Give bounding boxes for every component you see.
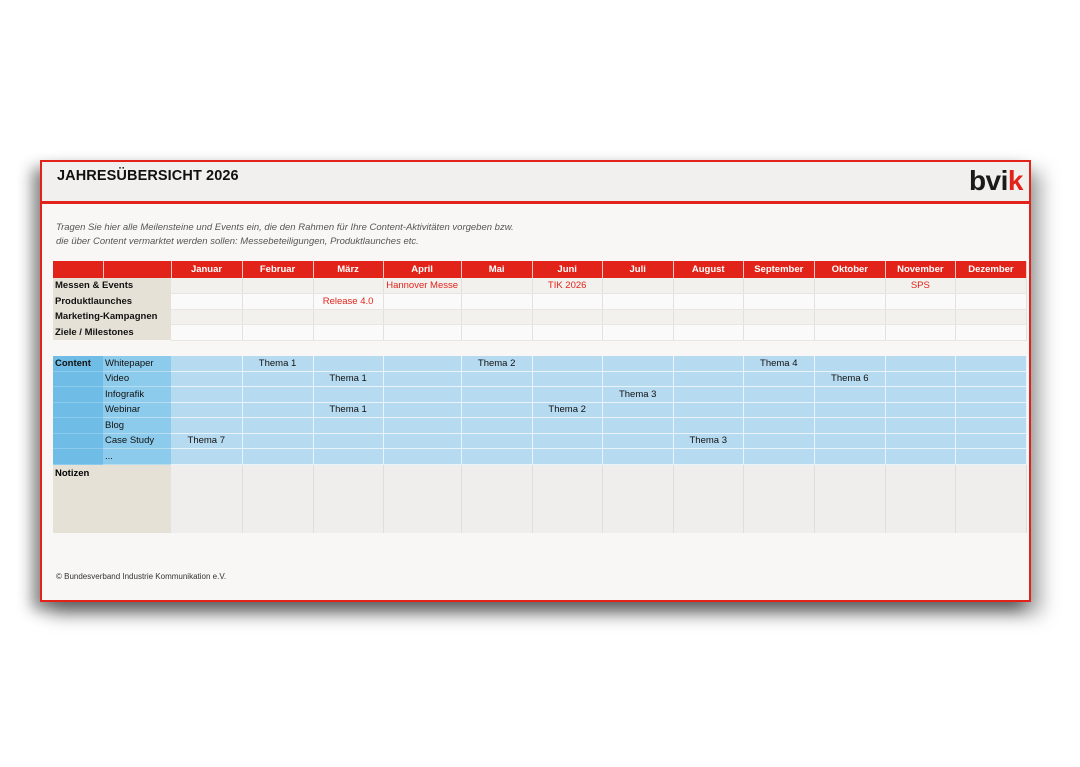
month-header: Mai [461,261,532,278]
header-blank [53,261,103,278]
content-type-label: Video [103,371,171,387]
row-label: Ziele / Milestones [53,325,171,341]
content-cell[interactable] [955,449,1026,465]
logo-main: bvi [968,165,1008,196]
milestone-cell[interactable] [673,294,743,310]
intro-text [56,221,514,249]
content-cell[interactable] [171,402,242,418]
content-cell[interactable] [885,402,955,418]
milestone-cell[interactable] [673,309,743,325]
milestone-cell[interactable] [955,278,1026,294]
annual-calendar-table [53,261,1027,533]
content-cell[interactable] [955,402,1026,418]
milestone-cell[interactable] [242,294,313,310]
content-cell[interactable] [242,433,313,449]
month-header: November [885,261,955,278]
milestone-cell[interactable] [602,309,673,325]
milestone-cell[interactable] [602,325,673,341]
milestone-cell[interactable] [673,278,743,294]
month-header: April [383,261,461,278]
content-cell[interactable] [814,402,885,418]
notes-cell[interactable] [602,465,673,533]
content-label-filler [53,371,103,387]
milestone-cell[interactable] [171,325,242,341]
notes-cell[interactable] [885,465,955,533]
logo-accent: k [1007,165,1023,196]
content-cell[interactable] [955,418,1026,434]
content-cell[interactable] [673,356,743,372]
milestone-cell[interactable] [885,325,955,341]
milestone-row [53,309,1027,325]
row-label: Marketing-Kampagnen [53,309,171,325]
month-header: Dezember [955,261,1026,278]
content-type-label: Blog [103,418,171,434]
content-cell[interactable] [602,356,673,372]
content-cell[interactable] [955,433,1026,449]
content-cell[interactable] [383,356,461,372]
milestone-cell[interactable] [313,309,383,325]
content-cell[interactable] [602,418,673,434]
content-cell[interactable] [171,356,242,372]
content-cell[interactable] [242,402,313,418]
milestone-cell[interactable] [532,325,602,341]
content-cell[interactable] [461,449,532,465]
month-header: September [743,261,814,278]
milestone-cell[interactable]: Hannover Messe [383,278,461,294]
milestone-cell[interactable] [461,278,532,294]
content-type-label: ... [103,449,171,465]
content-row [53,449,1027,465]
content-cell[interactable] [885,418,955,434]
content-cell[interactable] [461,402,532,418]
content-cell[interactable] [532,387,602,403]
page-title: JAHRESÜBERSICHT 2026 [57,168,239,184]
content-label-filler [53,387,103,403]
content-cell[interactable] [532,418,602,434]
spacer-row [53,340,1027,356]
content-cell[interactable] [743,402,814,418]
content-cell[interactable] [743,433,814,449]
content-row [53,371,1027,387]
milestone-cell[interactable] [171,294,242,310]
content-cell[interactable] [313,387,383,403]
month-header: August [673,261,743,278]
content-row [53,356,1027,372]
milestone-cell[interactable] [313,278,383,294]
milestone-cell[interactable] [171,278,242,294]
milestone-cell[interactable] [602,294,673,310]
content-cell[interactable] [171,449,242,465]
content-cell[interactable] [673,449,743,465]
content-cell[interactable] [602,402,673,418]
content-cell[interactable]: Thema 1 [313,371,383,387]
milestone-cell[interactable] [171,309,242,325]
content-cell[interactable] [242,449,313,465]
notes-label: Notizen [53,464,103,533]
content-cell[interactable] [383,387,461,403]
content-label-filler [53,402,103,418]
content-type-label: Webinar [103,402,171,418]
content-cell[interactable] [242,371,313,387]
content-cell[interactable] [383,371,461,387]
milestone-cell[interactable] [743,325,814,341]
milestone-cell[interactable] [743,294,814,310]
content-cell[interactable] [814,449,885,465]
content-cell[interactable]: Thema 3 [602,387,673,403]
content-cell[interactable] [461,387,532,403]
content-cell[interactable] [532,449,602,465]
content-cell[interactable]: Thema 3 [673,433,743,449]
header-blank [103,261,171,278]
content-cell[interactable] [673,371,743,387]
content-cell[interactable] [602,433,673,449]
notes-area[interactable] [171,464,1027,533]
notes-cell[interactable] [313,465,383,533]
content-section-label: Content [53,356,103,372]
content-cell[interactable] [602,371,673,387]
milestone-cell[interactable] [461,294,532,310]
month-header: Juli [602,261,673,278]
content-cell[interactable]: Thema 7 [171,433,242,449]
milestone-row [53,294,1027,310]
month-header: Februar [242,261,313,278]
month-header: Juni [532,261,602,278]
content-cell[interactable]: Thema 4 [743,356,814,372]
content-cell[interactable] [885,371,955,387]
intro-line: die über Content vermarktet werden sollen: Messebeteiligungen, Produktlaunches etc. [56,236,419,247]
content-cell[interactable] [602,449,673,465]
content-type-label: Whitepaper [103,356,171,372]
notes-cell[interactable] [955,465,1026,533]
content-cell[interactable] [814,433,885,449]
notes-cell[interactable] [743,465,814,533]
content-cell[interactable] [242,418,313,434]
milestone-cell[interactable] [885,309,955,325]
copyright-footer: © Bundesverband Industrie Kommunikation e.V. [56,572,227,581]
milestone-cell[interactable] [242,309,313,325]
notes-cell[interactable] [532,465,602,533]
milestone-cell[interactable] [383,309,461,325]
content-label-filler [53,433,103,449]
notes-cell[interactable] [242,465,313,533]
content-cell[interactable] [383,433,461,449]
content-cell[interactable] [743,387,814,403]
milestone-cell[interactable] [532,294,602,310]
content-cell[interactable] [885,449,955,465]
milestone-cell[interactable]: SPS [885,278,955,294]
content-cell[interactable] [171,371,242,387]
content-cell[interactable]: Thema 2 [532,402,602,418]
notes-cell[interactable] [383,465,461,533]
content-cell[interactable] [673,418,743,434]
month-header: Januar [171,261,242,278]
content-cell[interactable] [171,418,242,434]
milestone-cell[interactable] [814,325,885,341]
content-cell[interactable] [313,356,383,372]
milestone-cell[interactable] [955,325,1026,341]
milestone-cell[interactable]: Release 4.0 [313,294,383,310]
content-cell[interactable] [955,371,1026,387]
milestone-cell[interactable]: TIK 2026 [532,278,602,294]
milestone-cell[interactable] [955,309,1026,325]
content-cell[interactable] [461,433,532,449]
milestone-cell[interactable] [814,294,885,310]
row-label: Messen & Events [53,278,171,294]
notes-cell[interactable] [171,465,242,533]
bvik-logo [969,165,1023,197]
notes-row [53,464,1027,533]
milestone-cell[interactable] [814,309,885,325]
calendar-sheet [40,160,1031,602]
content-cell[interactable] [313,418,383,434]
content-cell[interactable] [814,418,885,434]
milestone-cell[interactable] [673,325,743,341]
content-cell[interactable] [814,387,885,403]
content-cell[interactable] [532,371,602,387]
intro-line: Tragen Sie hier alle Meilensteine und Events ein, die den Rahmen für Ihre Content-Aktivitäten vorgeben bzw. [56,222,514,233]
content-cell[interactable] [242,387,313,403]
milestone-cell[interactable] [955,294,1026,310]
content-type-label: Case Study [103,433,171,449]
month-header: März [313,261,383,278]
header-bar [42,162,1029,204]
content-cell[interactable] [461,371,532,387]
content-row [53,433,1027,449]
content-cell[interactable] [955,387,1026,403]
content-cell[interactable]: Thema 6 [814,371,885,387]
milestone-cell[interactable] [461,309,532,325]
content-cell[interactable] [532,356,602,372]
milestone-cell[interactable] [242,325,313,341]
notes-cell[interactable] [814,465,885,533]
row-label: Produktlaunches [53,294,171,310]
milestone-cell[interactable] [814,278,885,294]
content-row [53,387,1027,403]
content-cell[interactable] [743,418,814,434]
milestone-row [53,278,1027,294]
content-cell[interactable] [743,371,814,387]
milestone-row [53,325,1027,341]
content-cell[interactable] [885,433,955,449]
content-cell[interactable] [885,356,955,372]
content-cell[interactable] [383,418,461,434]
milestone-cell[interactable] [383,325,461,341]
milestone-cell[interactable] [383,294,461,310]
content-cell[interactable]: Thema 1 [313,402,383,418]
milestone-cell[interactable] [602,278,673,294]
content-cell[interactable] [885,387,955,403]
content-label-filler [53,418,103,434]
content-row [53,418,1027,434]
spacer [53,340,1027,356]
content-cell[interactable] [673,402,743,418]
content-cell[interactable] [955,356,1026,372]
content-cell[interactable] [673,387,743,403]
content-cell[interactable] [383,402,461,418]
content-cell[interactable] [313,449,383,465]
month-header: Oktober [814,261,885,278]
notes-cell[interactable] [461,465,532,533]
notes-cell[interactable] [673,465,743,533]
milestone-cell[interactable] [313,325,383,341]
notes-label-filler [103,464,171,533]
content-row [53,402,1027,418]
content-cell[interactable]: Thema 2 [461,356,532,372]
milestone-cell[interactable] [743,278,814,294]
content-type-label: Infografik [103,387,171,403]
content-cell[interactable] [383,449,461,465]
content-cell[interactable] [461,418,532,434]
content-cell[interactable] [171,387,242,403]
milestone-cell[interactable] [242,278,313,294]
milestone-cell[interactable] [885,294,955,310]
milestone-cell[interactable] [743,309,814,325]
month-header-row [53,261,1027,278]
content-cell[interactable] [814,356,885,372]
content-cell[interactable] [743,449,814,465]
milestone-cell[interactable] [461,325,532,341]
content-label-filler [53,449,103,465]
content-cell[interactable] [313,433,383,449]
content-cell[interactable]: Thema 1 [242,356,313,372]
milestone-cell[interactable] [532,309,602,325]
content-cell[interactable] [532,433,602,449]
